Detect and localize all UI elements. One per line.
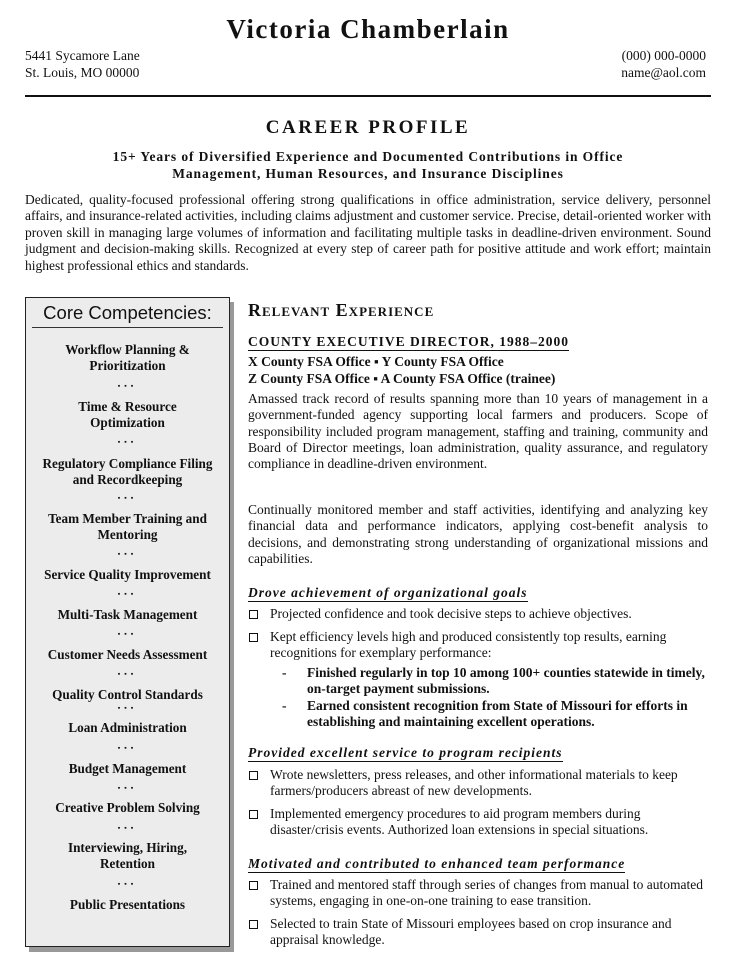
section-heading-goals: Drove achievement of organizational goals bbox=[248, 585, 528, 600]
competency-separator: ▪▪▪ bbox=[117, 880, 138, 888]
competency-separator: ▪▪▪ bbox=[117, 704, 138, 712]
competency-item: Multi-Task Management bbox=[57, 607, 198, 622]
checkbox-bullet-icon bbox=[249, 920, 258, 929]
phone-number: (000) 000-0000 bbox=[621, 48, 706, 63]
career-profile-heading: CAREER PROFILE bbox=[265, 117, 471, 138]
checkbox-bullet-icon bbox=[249, 610, 258, 619]
core-competencies-panel bbox=[25, 297, 230, 947]
bullet-item: Kept efficiency levels high and produced consistently top results, earning recognitions for exemplary performance: bbox=[270, 629, 667, 661]
competency-item: Service Quality Improvement bbox=[44, 567, 211, 582]
dash-bullet-icon: - bbox=[282, 665, 287, 680]
sub-bullet-item: Finished regularly in top 10 among 100+ counties statewide in timely, on-target payment submissions. bbox=[307, 665, 705, 697]
sub-bullet-item: Earned consistent recognition from State of Missouri for efforts in establishing and maintaining excellent operations. bbox=[307, 698, 688, 730]
candidate-name: Victoria Chamberlain bbox=[226, 14, 510, 44]
checkbox-bullet-icon bbox=[249, 633, 258, 642]
bullet-item: Trained and mentored staff through series of changes from manual to automated systems, engaging in one-on-one training to ease transition. bbox=[270, 877, 704, 909]
career-summary: Dedicated, quality-focused professional offering strong qualifications in office administration, service delivery, personnel affairs, and insurance-related activities, including claims adjustment and customer service. Precise, detail-oriented worker with proven skill in managing large volumes of information and facilitating multiple tasks in deadline-driven environment. Sound judgment and decision-making skills. Recognized at every step of career path for positive attitude and work effort; maintain highest professional ethics and standards. bbox=[25, 192, 711, 273]
competency-item: Quality Control Standards bbox=[52, 687, 203, 702]
competency-item: Time & Resource Optimization bbox=[78, 399, 177, 430]
competency-separator: ▪▪▪ bbox=[117, 824, 138, 832]
competency-item: Customer Needs Assessment bbox=[47, 647, 208, 662]
competency-separator: ▪▪▪ bbox=[117, 590, 138, 598]
bullet-item: Projected confidence and took decisive steps to achieve objectives. bbox=[270, 606, 632, 621]
competency-separator: ▪▪▪ bbox=[117, 550, 138, 558]
subtitle-line-2: Management, Human Resources, and Insurance Disciplines bbox=[172, 166, 564, 181]
office-list-line-1: X County FSA Office ▪ Y County FSA Office bbox=[248, 354, 504, 369]
job-summary-paragraph-2: Continually monitored member and staff activities, identifying and analyzing key financial data and performance indicators, applying cost-benefit analysis to decisions, and demonstrating strong understanding of organizational missions and capabilities. bbox=[248, 502, 708, 566]
core-competencies-divider bbox=[32, 327, 223, 328]
section-heading-team: Motivated and contributed to enhanced team performance bbox=[248, 856, 626, 871]
competency-separator: ▪▪▪ bbox=[117, 784, 138, 792]
header-divider bbox=[25, 95, 711, 97]
competency-separator: ▪▪▪ bbox=[117, 382, 138, 390]
checkbox-bullet-icon bbox=[249, 771, 258, 780]
job-summary-paragraph-1: Amassed track record of results spanning more than 10 years of management in a government-funded agency supporting local farmers and producers. Scope of responsibility included program management, staffing and training, community and Board of Director meetings, loan administration, quality assurance, and regulatory compliance in deadline-driven environment. bbox=[248, 391, 708, 472]
competency-separator: ▪▪▪ bbox=[117, 494, 138, 502]
bullet-item: Wrote newsletters, press releases, and other informational materials to keep farmers/producers abreast of new developments. bbox=[270, 767, 678, 799]
contact-block bbox=[621, 47, 706, 81]
city-state-zip: St. Louis, MO 00000 bbox=[25, 65, 140, 80]
competency-separator: ▪▪▪ bbox=[117, 438, 138, 446]
checkbox-bullet-icon bbox=[249, 881, 258, 890]
competency-separator: ▪▪▪ bbox=[117, 670, 138, 678]
office-list-line-2: Z County FSA Office ▪ A County FSA Office (trainee) bbox=[248, 371, 556, 386]
competency-item: Creative Problem Solving bbox=[55, 800, 200, 815]
bullet-item: Selected to train State of Missouri employees based on crop insurance and appraisal knowledge. bbox=[270, 916, 672, 948]
competency-item: Interviewing, Hiring, Retention bbox=[67, 840, 188, 871]
street-address: 5441 Sycamore Lane bbox=[25, 48, 140, 63]
dash-bullet-icon: - bbox=[282, 698, 287, 713]
relevant-experience-heading: Relevant Experience bbox=[248, 300, 435, 320]
competency-item: Team Member Training and Mentoring bbox=[48, 511, 207, 542]
competency-item: Workflow Planning & Prioritization bbox=[65, 342, 190, 373]
checkbox-bullet-icon bbox=[249, 810, 258, 819]
bullet-item: Implemented emergency procedures to aid program members during disaster/crisis events. Authorized loan extensions in special situations. bbox=[270, 806, 649, 838]
core-competencies-heading: Core Competencies: bbox=[43, 302, 212, 323]
competency-separator: ▪▪▪ bbox=[117, 630, 138, 638]
career-profile-subtitle bbox=[60, 148, 676, 182]
competency-item: Budget Management bbox=[68, 761, 187, 776]
subtitle-line-1: 15+ Years of Diversified Experience and Documented Contributions in Office bbox=[112, 149, 624, 164]
competency-item: Regulatory Compliance Filing and Recordkeeping bbox=[42, 456, 213, 487]
competency-item: Loan Administration bbox=[68, 720, 187, 735]
address-block bbox=[25, 47, 140, 81]
section-heading-service: Provided excellent service to program recipients bbox=[248, 745, 563, 760]
competency-item: Public Presentations bbox=[69, 897, 186, 912]
email-address: name@aol.com bbox=[621, 65, 706, 80]
job-title: COUNTY EXECUTIVE DIRECTOR, 1988–2000 bbox=[248, 334, 570, 349]
competency-separator: ▪▪▪ bbox=[117, 744, 138, 752]
